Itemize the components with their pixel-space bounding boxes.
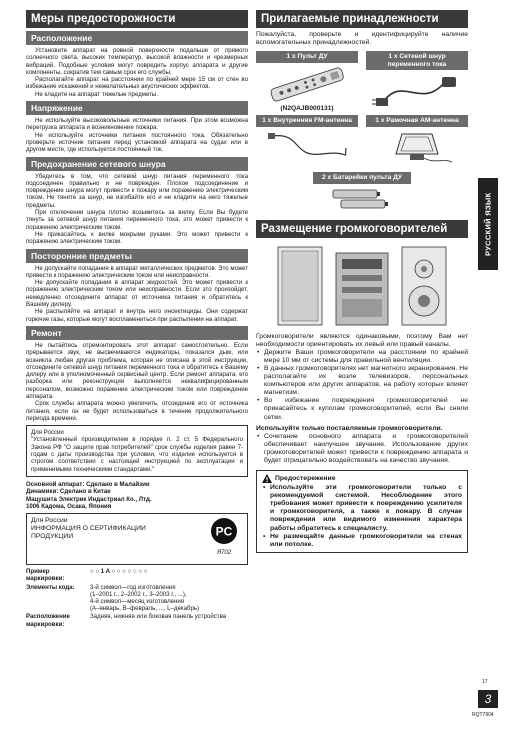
speaker-placement-title: Размещение громкоговорителей [256, 220, 468, 238]
page-number-small: 17 [482, 679, 488, 685]
marking-value-line: (1–2001 г., 2–2002 г., 3–2003 г., ...), [90, 590, 187, 598]
certification-box [26, 513, 248, 565]
battery-icon [327, 186, 397, 212]
precautions-title: Меры предосторожности [26, 10, 248, 28]
ac-cord-image [366, 70, 468, 112]
accessory-batteries [256, 172, 468, 214]
speaker-notes-list [256, 349, 468, 422]
paragraph: Не допускайте попадания в аппарат металлических предметов. Это может привести к поражению электрическим током или неисправности. [26, 264, 248, 279]
caution-header [262, 474, 462, 483]
paragraph: Не прикасайтесь к вилке мокрыми руками. Это может привести к поражению электрическим током. [26, 230, 248, 246]
speaker-usage-list [256, 433, 468, 465]
certification-logo [209, 517, 239, 556]
marking-key: Пример маркировки: [26, 568, 65, 583]
accessory-label: 1 x Внутренняя FM-антенна [256, 115, 358, 127]
accessory-label: 1 x Сетевой шнур переменного тока [366, 51, 468, 70]
paragraph: Не пытайтесь отремонтировать этот аппарат самостоятельно. Если прерывается звук, не высвечиваются индикаторы, показался дым, или возникла любая другая проблема, которая не описана в этой инструкции, отсоедините сетевой шнур питания переменного тока и обратитесь к Вашему дилеру или в уполномоченный сервисный центр. Если ремонт аппарата, его разборка или реконструкция выполняется неквалифицированным персоналом, возможно поражение электрическим током или повреждение аппарата. [26, 341, 248, 400]
accessories-title: Прилагаемые принадлежности [256, 10, 468, 28]
marking-key: Элементы кода: [26, 583, 75, 591]
box-heading: Для России [31, 429, 64, 437]
paragraph: Установите аппарат на ровной поверхности подальше от прямого солнечного света, высоких температур, высокой влажности и чрезмерных вибраций. Подобные условия могут повредить корпус аппарата и другие компоненты, сократив тем самым срок его службы. [26, 47, 248, 76]
speaker-intro: Громкоговорители являются одинаковыми, поэтому Вам нет необходимости ориентировать их левый или правый каналы. [256, 332, 468, 348]
remote-code: (N2QAJB000131) [280, 104, 334, 112]
marking-value [90, 584, 228, 614]
am-loop-antenna-icon [372, 128, 462, 168]
am-antenna-image [366, 127, 468, 169]
manufacturer-info [26, 481, 248, 510]
accessory-remote [256, 51, 358, 112]
paragraph: Не допускайте попадания в аппарат жидкостей. Это может привести к поражению электрическим током или неисправности. Если это произойдет, немедленно отсоедините аппарат от источника питания и обратитесь к Вашему дилеру. [26, 279, 248, 309]
remote-control-image [256, 63, 358, 105]
language-tab: РУССКИЙ ЯЗЫК [478, 178, 498, 270]
box-heading: Для России [31, 517, 68, 525]
cert-code: Я702 [216, 550, 232, 557]
marking-key: Расположение маркировки: [26, 613, 70, 628]
marking-value-line: 4-й символ—месяц изготовления [90, 597, 185, 605]
cert-text: ПРОДУКЦИИ [31, 533, 74, 541]
fm-antenna-icon [262, 128, 352, 168]
accessories-grid [256, 51, 468, 213]
box-text: "Установленный производителем в порядке п. 2 ст. 5 Федерального Закона РФ "О защите прав потребителей" срок службы изделия равен 7-годам с даты производства при условии, что изделие используется в строгом соответствии с настоящей инструкцией по эксплуатации и применимыми техническими стандартами." [31, 436, 243, 473]
caution-box [256, 470, 468, 553]
paragraph: Не используйте высоковольтные источники питания. При этом возможна перегрузка аппарата и возникновение пожара. [26, 117, 248, 132]
caution-heading: Предостережение [275, 474, 336, 482]
manufacturer-line: Основной аппарат: Сделано в Малайзии [26, 480, 150, 488]
remote-control-icon [262, 66, 352, 102]
batteries-image [327, 184, 397, 214]
section-heading-repair: Ремонт [26, 326, 248, 340]
paragraph: Располагайте аппарат на расстоянии по крайней мере 15 см от стен во избежание искажений и нежелательных акустических эффектов. [26, 76, 248, 91]
list-item: • В данных громкоговорителях нет магнитного экранирования. Не располагайте их возле телевизоров, персональных компьютеров или других аппаратов, на работу которых влияет магнетизм. [256, 365, 468, 397]
document-code: RQT7904 [472, 712, 494, 718]
paragraph: Убедитесь в том, что сетевой шнур питания переменного тока подсоединен правильно и не поврежден. Плохое подсоединение и повреждение шнура могут привести к пожару или поражению электрическим током. Не тяните за шнур, не изгибайте его и не кладите на него тяжелые предметы. [26, 172, 248, 209]
right-column [256, 10, 468, 553]
list-item: • Сочетание основного аппарата и громкоговорителей обеспечивает наилучшее звучание. Использование других громкоговорителей может привести к повреждению аппарата и будет отрицательно воздействовать на качество звучания. [256, 433, 468, 465]
power-cord-icon [372, 71, 462, 111]
marking-value-line: (A–январь, B–февраль, ..., L–декабрь) [90, 605, 200, 613]
manufacturer-line: Динамики: Сделано в Китае [26, 488, 111, 496]
list-item: • Используйте эти громкоговорители только с рекомендуемой системой. Несоблюдение этого требования может привести к повреждению усилителя и громкоговорителя, а также к пожару. В случае повреждения или видимого изменения характера работы обратитесь к специалисту. [262, 484, 462, 533]
speaker-system-icon [262, 243, 462, 329]
speaker-system-image [256, 241, 468, 329]
svg-text:PC: PC [215, 524, 233, 539]
accessories-intro: Пожалуйста, проверьте и идентифицируйте наличие вспомогательных принадлежностей. [256, 31, 468, 47]
paragraph: Не распыляйте на аппарат и внутрь него инсектициды. Они содержат горючие газы, которые могут воспламениться при распылении на аппарат. [26, 308, 248, 323]
section-heading-cord: Предохранение сетевого шнура [26, 157, 248, 171]
warning-icon [262, 474, 272, 483]
paragraph: Не используйте источники питания постоянного тока. Обязательно проверьте источник питания перед установкой аппарата на судах или в другом месте, где используется постоянный ток. [26, 131, 248, 154]
paragraph: Срок службы аппарата можно увеличить, отсоединив его от источника питания, если он не будет использоваться в течение продолжительного периода времени. [26, 400, 248, 422]
marking-table [26, 568, 228, 629]
manufacturer-line: 1006 Кадома, Осака, Япония [26, 502, 112, 510]
paragraph: При отключении шнура плотно возьмитесь за вилку. Если Вы будете тянуть за сетевой шнур питания переменного тока, это может привести к поражению электрическим током. [26, 209, 248, 231]
list-item: • Во избежание повреждения громкоговорителей не прикасайтесь к куполам громкоговорителей, если Вы сняли сетки. [256, 397, 468, 421]
speaker-subheading: Используйте только поставляемые громкоговорители. [256, 424, 443, 432]
accessory-label: 2 x Батарейки пульта ДУ [313, 172, 411, 184]
paragraph: Не кладите на аппарат тяжелые предметы. [35, 90, 158, 98]
accessory-am-antenna [366, 115, 468, 169]
marking-value: Задняя, нижняя или боковая панель устройства [90, 613, 227, 621]
accessory-fm-antenna [256, 115, 358, 169]
section-heading-voltage: Напряжение [26, 101, 248, 115]
accessory-ac-cord [366, 51, 468, 112]
page-number: 3 [478, 690, 498, 708]
pct-mark-icon [210, 517, 238, 545]
left-column [26, 10, 248, 629]
accessory-label: 1 x Рамочная AM-антенна [366, 115, 468, 127]
accessory-label: 1 x Пульт ДУ [256, 51, 358, 63]
cert-text: ИНФОРМАЦИЯ О СЕРТИФИКАЦИИ [31, 525, 146, 533]
section-heading-foreign-objects: Посторонние предметы [26, 249, 248, 263]
marking-value-line: 3-й символ—год изготовления [90, 583, 176, 591]
manufacturer-line: Мацушита Электрик Индастриал Ко., Лтд. [26, 495, 152, 503]
service-life-box [26, 425, 248, 477]
list-item: • Держите Ваши громкоговорители на расстоянии по крайней мере 10 мм от системы для правильной вентиляции. [256, 349, 468, 365]
list-item: • Не размещайте данные громкоговорители на стенах или потолке. [262, 533, 462, 549]
fm-antenna-image [256, 127, 358, 169]
section-heading-placement: Расположение [26, 31, 248, 45]
caution-list [262, 484, 462, 549]
marking-value: ○ ○ 1 A ○ ○ ○ ○ ○ ○ ○ [90, 568, 148, 576]
